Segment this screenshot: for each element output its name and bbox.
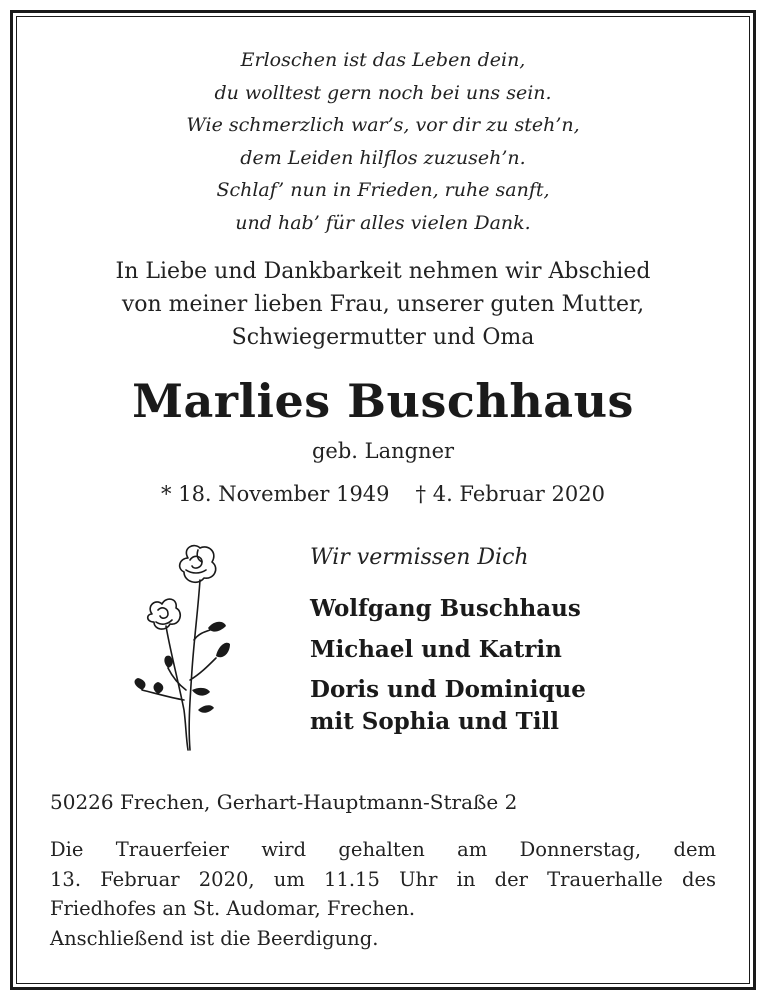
intro-line: In Liebe und Dankbarkeit nehmen wir Abschied: [115, 259, 651, 284]
birth-date: * 18. November 1949: [161, 482, 390, 506]
death-date: † 4. Februar 2020: [415, 482, 605, 506]
funeral-notice: [50, 835, 716, 953]
we-miss-you-text: Wir vermissen Dich: [310, 545, 529, 570]
family-member: mit Sophia und Till: [310, 708, 559, 735]
poem-line: Wie schmerzlich war’s, vor dir zu steh’n,: [186, 114, 580, 136]
intro-line: von meiner lieben Frau, unserer guten Mutter,: [121, 292, 645, 317]
rose-icon: [128, 540, 233, 755]
life-dates: [0, 478, 766, 510]
poem-line: Erloschen ist das Leben dein,: [240, 49, 526, 71]
burial-note: Anschließend ist die Beerdigung.: [50, 926, 379, 950]
notice-line: Friedhofes an St. Audomar, Frechen.: [50, 897, 416, 920]
poem-line: du wolltest gern noch bei uns sein.: [214, 81, 552, 104]
family-member: Michael und Katrin: [310, 636, 562, 663]
intro-line: Schwiegermutter und Oma: [231, 325, 535, 350]
poem-line: dem Leiden hilflos zuzuseh’n.: [240, 146, 526, 169]
poem-line: und hab’ für alles vielen Dank.: [235, 211, 531, 234]
farewell-intro: [0, 255, 766, 354]
poem: [0, 44, 766, 239]
address: 50226 Frechen, Gerhart-Hauptmann-Straße 2: [50, 790, 518, 814]
notice-line: 13. Februar 2020, um 11.15 Uhr in der Trauerhalle des: [50, 867, 716, 891]
family-signatories: [310, 588, 586, 738]
family-member: Doris und Dominique: [310, 676, 586, 703]
family-member: Wolfgang Buschhaus: [310, 595, 581, 622]
deceased-name: Marlies Buschhaus: [132, 374, 634, 428]
maiden-name: geb. Langner: [311, 439, 455, 463]
notice-line: Die Trauerfeier wird gehalten am Donnerstag, dem: [50, 838, 716, 861]
poem-line: Schlaf’ nun in Frieden, ruhe sanft,: [216, 179, 550, 201]
